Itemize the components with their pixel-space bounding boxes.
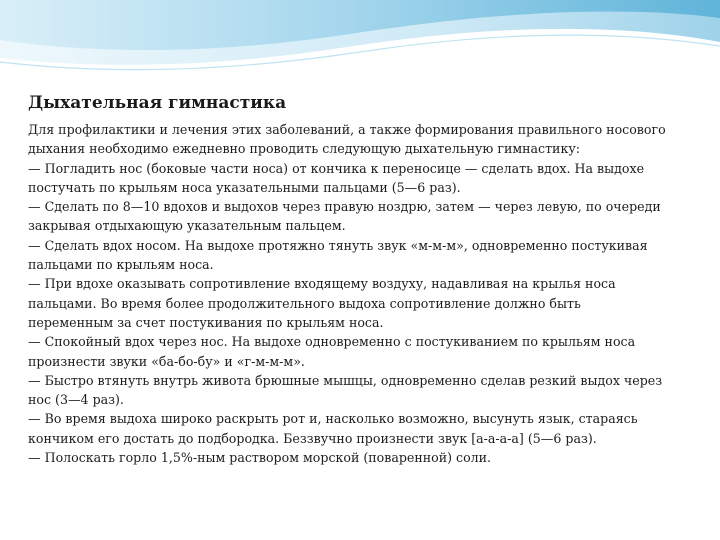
slide-content: [28, 92, 692, 467]
body-line: переменным за счет постукивания по крыльям носа.: [28, 314, 384, 330]
body-line: произнести звуки «ба-бо-бу» и «г-м-м-м».: [28, 353, 305, 369]
body-line: — При вдохе оказывать сопротивление входящему воздуху, надавливая на крылья носа: [28, 276, 616, 292]
slide-body: [28, 120, 692, 467]
decorative-top-swoosh: [0, 0, 720, 80]
body-line: — Сделать по 8—10 вдохов и выдохов через правую ноздрю, затем — через левую, по очереди: [28, 199, 661, 215]
body-line: — Спокойный вдох через нос. На выдохе одновременно с постукиванием по крыльям носа: [28, 334, 636, 350]
slide-title: Дыхательная гимнастика: [28, 93, 287, 113]
body-line: нос (3—4 раз).: [28, 392, 124, 408]
body-line: — Во время выдоха широко раскрыть рот и, насколько возможно, высунуть язык, стараясь: [28, 411, 638, 427]
body-line: закрывая отдыхающую указательным пальцем.: [28, 218, 346, 234]
body-line: пальцами. Во время более продолжительного выдоха сопротивление должно быть: [28, 295, 581, 311]
body-line: кончиком его достать до подбородка. Беззвучно произнести звук [а-а-а-а] (5—6 раз).: [28, 430, 597, 446]
body-line: — Полоскать горло 1,5%-ным раствором морской (поваренной) соли.: [28, 450, 492, 466]
body-line: постучать по крыльям носа указательными пальцами (5—6 раз).: [28, 179, 461, 195]
body-line: Для профилактики и лечения этих заболеваний, а также формирования правильного носового: [28, 122, 666, 137]
body-line: дыхания необходимо ежедневно проводить следующую дыхательную гимнастику:: [28, 141, 580, 157]
body-line: пальцами по крыльям носа.: [28, 257, 214, 273]
body-line: — Сделать вдох носом. На выдохе протяжно тянуть звук «м-м-м», одновременно постукивая: [28, 237, 648, 253]
body-line: — Быстро втянуть внутрь живота брюшные мышцы, одновременно сделав резкий выдох через: [28, 372, 663, 388]
body-line: — Погладить нос (боковые части носа) от кончика к переносице — сделать вдох. На выдохе: [28, 160, 645, 176]
